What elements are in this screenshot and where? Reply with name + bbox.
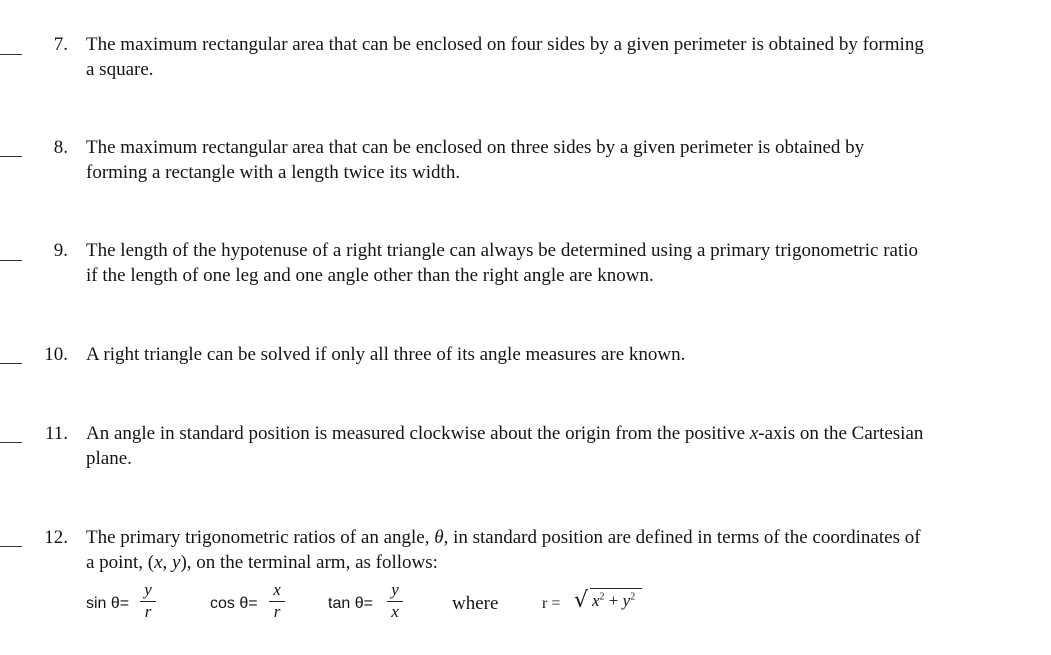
exponent: 2 xyxy=(599,591,605,603)
question-number: 7. xyxy=(53,34,68,55)
trig-formulas xyxy=(86,580,686,630)
question-line: The maximum rectangular area that can be enclosed on three sides by a given perimeter is obtained by xyxy=(86,137,865,158)
question-number: 8. xyxy=(53,137,68,158)
y-variable: y xyxy=(172,552,181,573)
cos-label: cos θ= xyxy=(210,595,258,612)
question-number: 11. xyxy=(44,423,68,444)
text-segment: a point, ( xyxy=(86,552,155,573)
question-number: 10. xyxy=(44,344,68,365)
question-line: The maximum rectangular area that can be enclosed on four sides by a given perimeter is obtained by forming xyxy=(86,34,924,55)
question-8-text xyxy=(86,135,1041,185)
fraction-numerator: y xyxy=(391,580,399,599)
text-segment: An angle in standard position is measured clockwise about the origin from the positive xyxy=(86,423,750,444)
answer-blank-7[interactable] xyxy=(0,54,22,55)
question-9-text xyxy=(86,238,1041,288)
question-line: The length of the hypotenuse of a right triangle can always be determined using a primary trigonometric ratio xyxy=(86,240,919,261)
question-10-text xyxy=(86,342,1041,367)
question-number: 9. xyxy=(53,240,68,261)
answer-blank-10[interactable] xyxy=(0,363,22,364)
fraction-denominator: r xyxy=(144,602,152,621)
question-12-text xyxy=(86,525,1041,575)
answer-blank-9[interactable] xyxy=(0,260,22,261)
tan-fraction xyxy=(386,580,404,622)
question-line: a square. xyxy=(86,59,154,80)
radicand xyxy=(592,591,635,611)
question-line xyxy=(86,421,1041,446)
fraction-denominator: r xyxy=(273,602,281,621)
x-variable: x xyxy=(592,591,600,610)
square-root-icon: √ xyxy=(574,588,589,613)
answer-blank-11[interactable] xyxy=(0,442,22,443)
cos-fraction xyxy=(268,580,286,622)
question-line xyxy=(86,525,1041,550)
question-number: 12. xyxy=(44,527,68,548)
sin-fraction xyxy=(139,580,157,622)
where-label: where xyxy=(452,593,499,614)
square-root-vinculum xyxy=(590,588,642,589)
square-root-expression xyxy=(574,580,644,620)
tan-label: tan θ= xyxy=(328,595,373,612)
sin-label: sin θ= xyxy=(86,595,130,612)
question-line: if the length of one leg and one angle other than the right angle are known. xyxy=(86,265,654,286)
x-variable: x xyxy=(749,423,759,444)
question-11-text xyxy=(86,421,1041,471)
question-line: forming a rectangle with a length twice its width. xyxy=(86,162,461,183)
question-line: A right triangle can be solved if only all three of its angle measures are known. xyxy=(86,344,686,365)
text-segment: The primary trigonometric ratios of an angle, xyxy=(86,527,435,548)
x-variable: x xyxy=(154,552,163,573)
plus-sign: + xyxy=(604,591,623,610)
fraction-numerator: x xyxy=(273,580,281,599)
answer-blank-8[interactable] xyxy=(0,156,22,157)
text-segment: , xyxy=(162,552,173,573)
theta-symbol: θ xyxy=(434,527,444,548)
question-line: plane. xyxy=(86,448,132,469)
exponent: 2 xyxy=(630,591,636,603)
text-segment: , in standard position are defined in terms of the coordinates of xyxy=(443,527,921,548)
question-7-text xyxy=(86,32,1041,82)
r-definition-label: r = xyxy=(542,595,561,612)
fraction-denominator: x xyxy=(391,602,399,621)
text-segment: -axis on the Cartesian xyxy=(758,423,924,444)
answer-blank-12[interactable] xyxy=(0,546,22,547)
question-line xyxy=(86,550,1041,575)
text-segment: ), on the terminal arm, as follows: xyxy=(180,552,438,573)
y-variable: y xyxy=(622,591,631,610)
fraction-numerator: y xyxy=(144,580,152,599)
